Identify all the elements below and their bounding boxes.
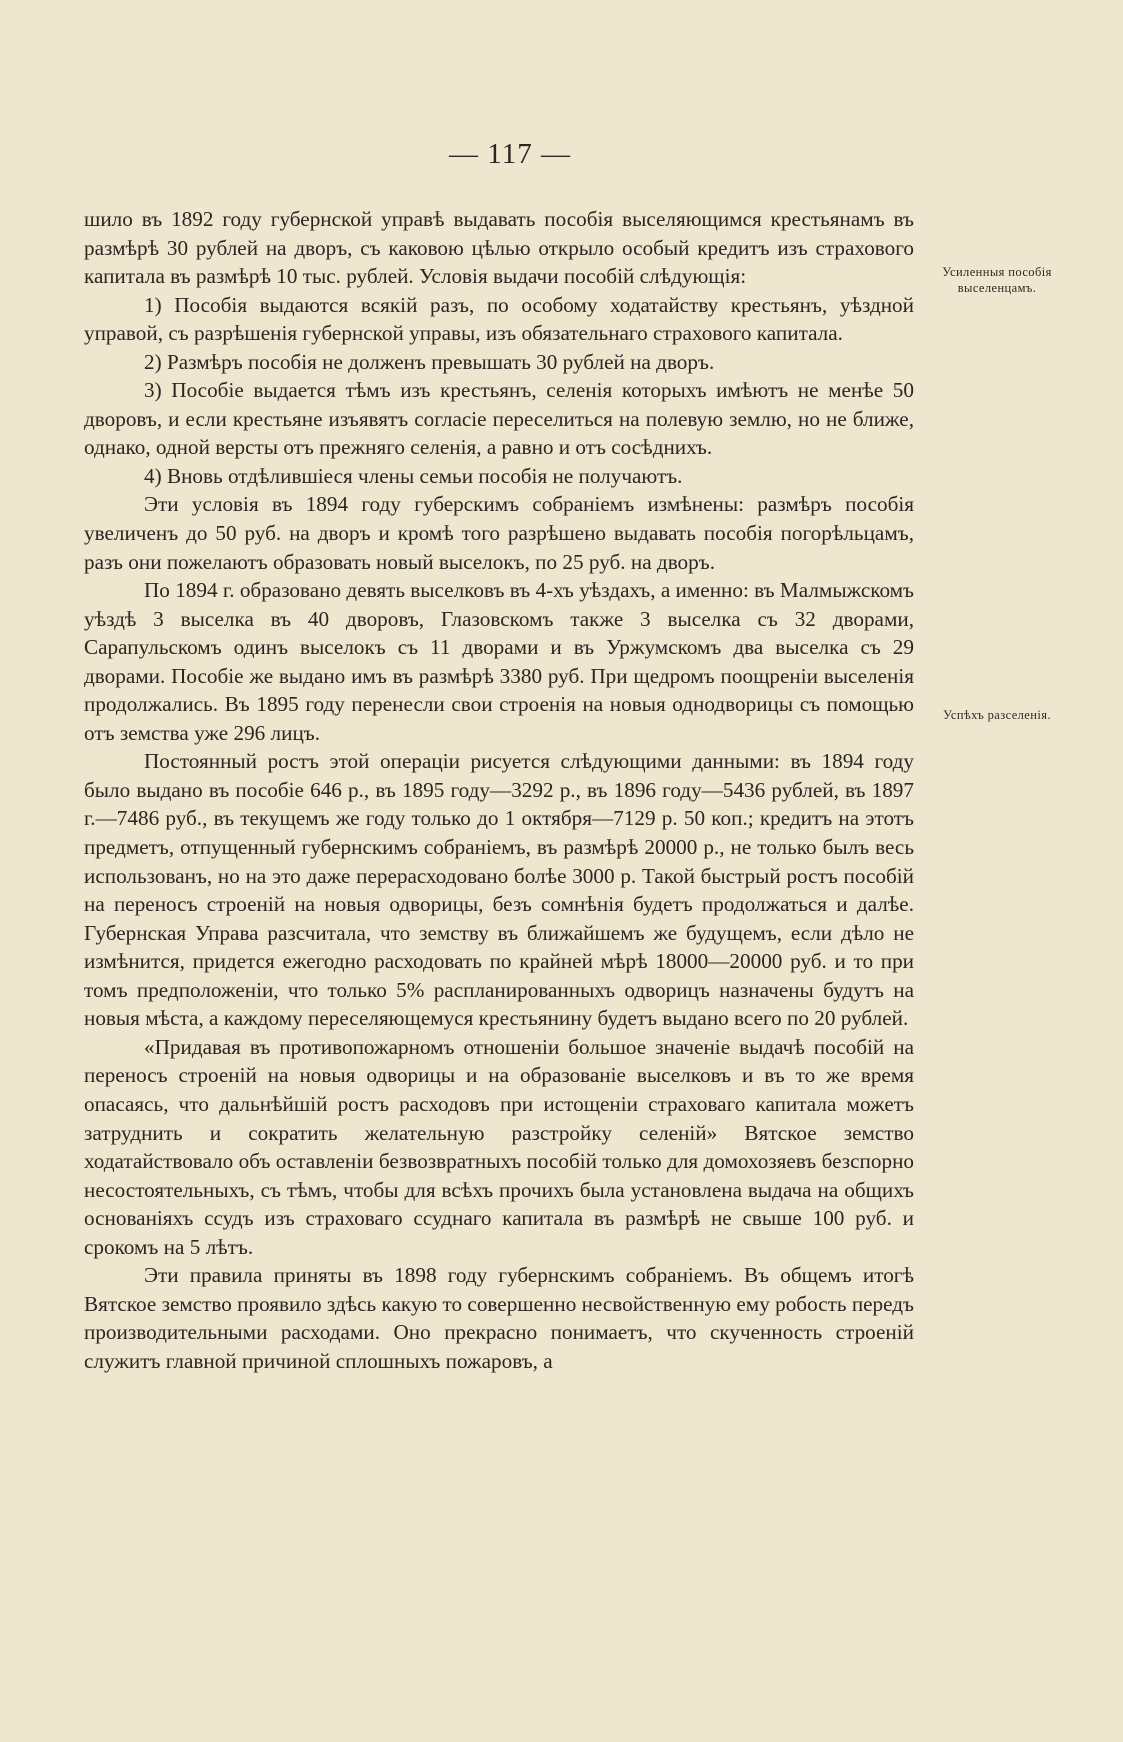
paragraph-5: 4) Вновь отдѣлившіеся члены семьи пособія не получаютъ. <box>144 463 683 488</box>
paragraph-8: Постоянный ростъ этой операціи рисуется слѣдующими данными: въ 1894 году было выдано въ пособіе 646 р., въ 1895 году—3292 р., въ 1896 году—5436 рублей, въ 1897 г.—7486 руб., въ текущемъ же году только до 1 октября—7129 р. 50 коп.; кредитъ на этотъ предметъ, отпущенный губернскимъ собраніемъ, въ размѣрѣ 20000 р., не только былъ весь использованъ, но на это даже перерасходовано болѣе 3000 р. Такой быстрый ростъ пособій на переносъ строеній на новыя одворицы, безъ сомнѣнія будетъ продолжаться и далѣе. Губернская Управа разсчитала, что земству въ ближайшемъ же будущемъ, если дѣло не измѣнится, придется ежегодно расходовать по крайней мѣрѣ 18000—20000 руб. и то при томъ предположеніи, что только 5% распланированныхъ одворицъ назначены будутъ на новыя мѣста, а каждому переселяющемуся крестьянину будетъ выдано всего по 20 рублей. <box>84 749 914 1031</box>
paragraph-6: Эти условія въ 1894 году губерскимъ собраніемъ измѣнены: размѣръ пособія увеличенъ до 50 руб. на дворъ и кромѣ того разрѣшено выдавать пособія погорѣльцамъ, разъ они пожелаютъ образовать новый выселокъ, по 25 руб. на дворъ. <box>84 492 914 574</box>
main-text <box>84 205 914 1375</box>
paragraph-7: По 1894 г. образовано девять выселковъ въ 4-хъ уѣздахъ, а именно: въ Малмыжскомъ уѣздѣ 3 выселка въ 40 дворовъ, Глазовскомъ также 3 выселка съ 32 дворами, Сарапульскомъ одинъ выселокъ съ 11 дворами и въ Уржумскомъ два выселка съ 29 дворами. Пособіе же выдано имъ въ размѣрѣ 3380 руб. При щедромъ поощреніи выселенія продолжались. Въ 1895 году перенесли свои строенія на новыя однодворицы съ помощью отъ земства уже 296 лицъ. <box>84 578 914 745</box>
paragraph-9: «Придавая въ противопожарномъ отношеніи большое значеніе выдачѣ пособій на переносъ строеній на новыя одворицы и на образованіе выселковъ и въ то же время опасаясь, что дальнѣйшій ростъ расходовъ при истощеніи страховаго капитала можетъ затруднить и сократить желательную разстройку селеній» Вятское земство ходатайствовало объ оставленіи безвозвратныхъ пособій только для домохозяевъ безспорно несостоятельныхъ, съ тѣмъ, чтобы для всѣхъ прочихъ была установлена выдача на общихъ основаніяхъ ссудъ изъ страховаго ссуднаго капитала въ размѣрѣ не свыше 100 руб. и срокомъ на 5 лѣтъ. <box>84 1034 914 1259</box>
paragraph-2: 1) Пособія выдаются всякій разъ, по особому ходатайству крестьянъ, уѣздной управой, съ разрѣшенія губернской управы, изъ обязательнаго страхового капитала. <box>84 292 914 346</box>
paragraph-3: 2) Размѣръ пособія не долженъ превышать 30 рублей на дворъ. <box>144 349 715 374</box>
page-number: — 117 — <box>449 138 571 170</box>
paragraph-10: Эти правила приняты въ 1898 году губернскимъ собраніемъ. Въ общемъ итогѣ Вятское земство проявило здѣсь какую то совершенно несвойственную ему робость передъ производительными расходами. Оно прекрасно понимаетъ, что скученность строеній служитъ главной причиной сплошныхъ пожаровъ, а <box>84 1263 915 1373</box>
margin-note-resettlement-grants: Усиленныя пособія выселенцамъ. <box>942 265 1052 295</box>
paragraph-1: шило въ 1892 году губернской управѣ выдавать пособія выселяющимся крестьянамъ въ размѣрѣ 30 рублей на дворъ, съ каковою цѣлью открыло особый кредитъ изъ страхового капитала въ размѣрѣ 10 тыс. рублей. Условія выдачи пособій слѣдующія: <box>84 207 914 289</box>
paragraph-4: 3) Пособіе выдается тѣмъ изъ крестьянъ, селенія которыхъ имѣютъ не менѣе 50 дворовъ, и если крестьяне изъявятъ согласіе переселиться на полевую землю, но не ближе, однако, одной версты отъ прежняго селенія, а равно и отъ сосѣднихъ. <box>84 378 914 460</box>
margin-note-resettlement-success: Успѣхъ разселенія. <box>943 708 1051 722</box>
